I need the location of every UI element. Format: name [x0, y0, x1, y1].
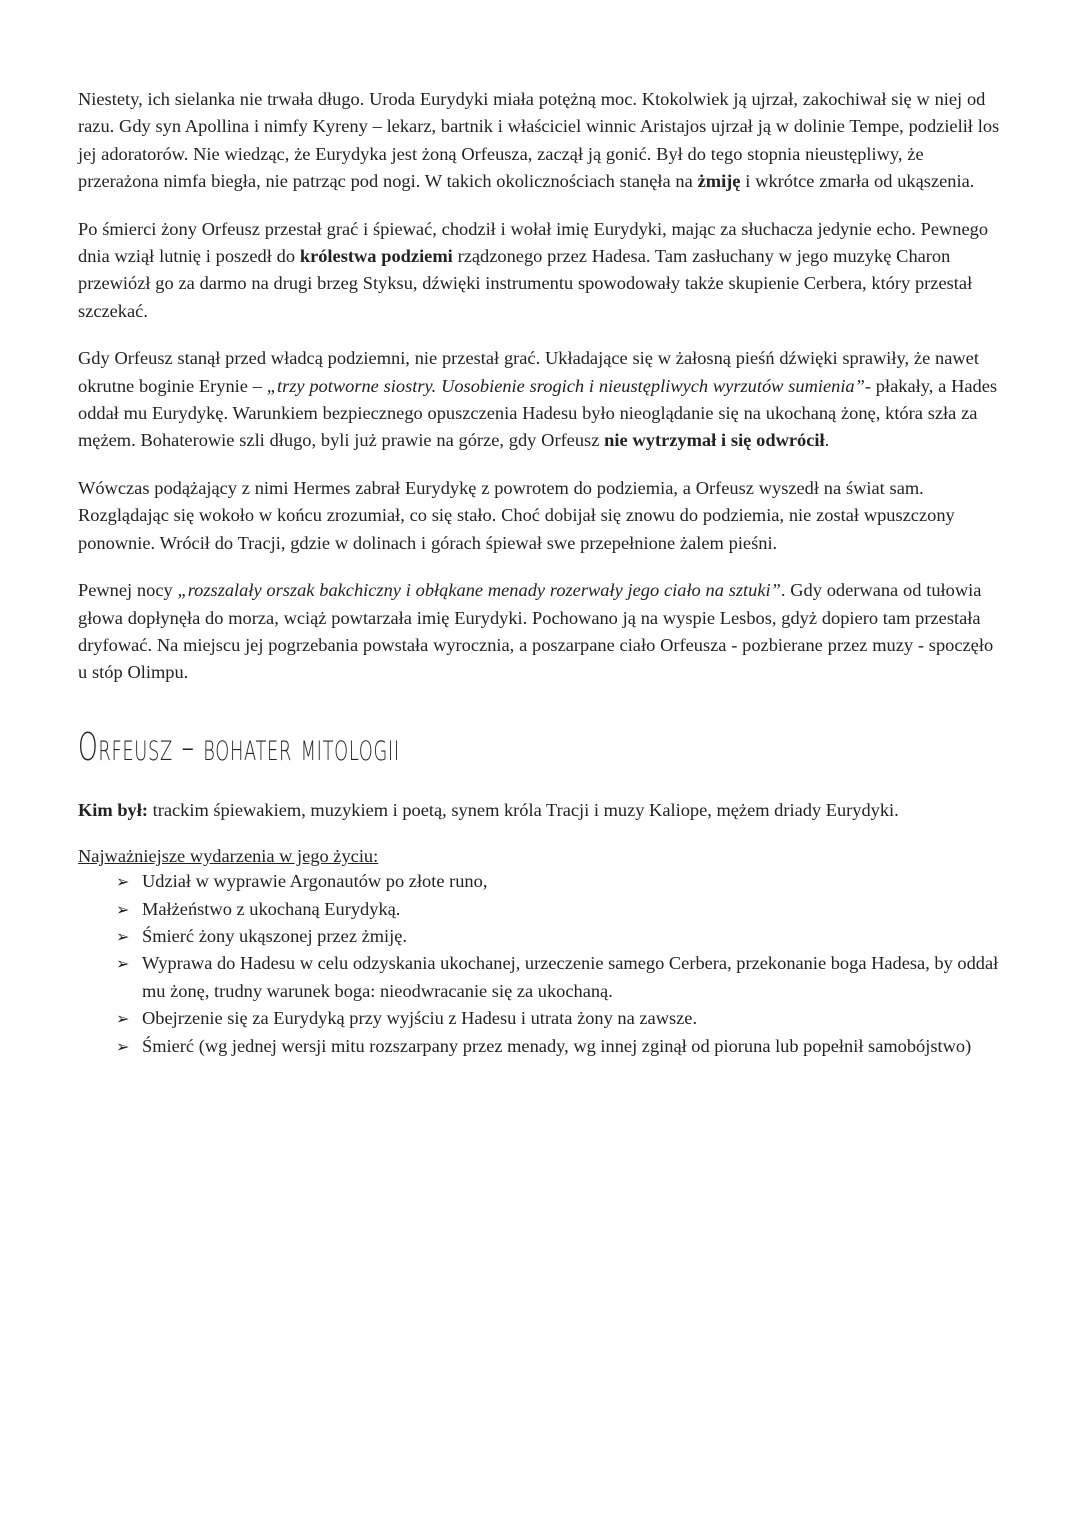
arrow-bullet-icon: ➢	[116, 926, 130, 946]
list-item	[116, 923, 1002, 950]
kim-byl-text: trackim śpiewakiem, muzykiem i poetą, synem króla Tracji i muzy Kaliope, mężem driady Eurydyki.	[148, 799, 899, 820]
paragraph-1	[78, 86, 1002, 196]
italic-quote: „rozszalały orszak bakchiczny i obłąkane menady rozerwały jego ciało na sztuki”	[177, 580, 781, 601]
list-item-text: Małżeństwo z ukochaną Eurydyką.	[142, 898, 401, 919]
paragraph-3	[78, 345, 1002, 455]
list-item	[116, 1033, 1002, 1060]
bold-run: nie wytrzymał i się odwrócił	[604, 430, 825, 451]
text-run: . Gdy oderwana od tułowia głowa dopłynęła do morza, wciąż powtarzała imię Eurydyki. Pochowano ją na wyspie Lesbos, gdyż dopiero tam przestała dryfować. Na miejscu jej pogrzebania powstała wyrocznia, a poszarpane ciało Orfeusza - pozbierane przez muzy - spoczęło u stóp Olimpu.	[78, 580, 994, 683]
text-run: Gdy Orfeusz stanął przed władcą podziemni, nie przestał grać. Układające się w żałosną pieśń dźwięki sprawiły, że nawet okrutne boginie Erynie –	[78, 348, 979, 396]
list-item	[116, 1005, 1002, 1032]
kim-byl-line	[78, 797, 1002, 824]
list-item-text: Udział w wyprawie Argonautów po złote runo,	[142, 871, 488, 892]
bold-run: żmiję	[697, 171, 741, 192]
bold-run: królestwa podziemi	[299, 246, 453, 267]
paragraph-4	[78, 475, 1002, 557]
paragraph-5	[78, 577, 1002, 687]
arrow-bullet-icon: ➢	[116, 899, 130, 919]
text-run: Po śmierci żony Orfeusz przestał grać i śpiewać, chodził i wołał imię Eurydyki, mając za słuchacza jedynie echo. Pewnego dnia wziął lutnię i poszedł do	[78, 218, 989, 267]
text-run: Pewnej nocy	[78, 580, 178, 601]
list-item-text: Śmierć (wg jednej wersji mitu rozszarpany przez menady, wg innej zginął od pioruna lub popełnił samobójstwo)	[142, 1035, 972, 1056]
text-run: i wkrótce zmarła od ukąszenia.	[740, 171, 975, 192]
arrow-bullet-icon: ➢	[116, 1009, 130, 1029]
list-item	[116, 896, 1002, 923]
paragraph-2	[78, 216, 1002, 326]
list-item	[116, 950, 1002, 1005]
kim-byl-label: Kim był:	[78, 799, 148, 820]
arrow-bullet-icon: ➢	[116, 872, 130, 892]
text-run: - płakały, a Hades oddał mu Eurydykę. Warunkiem bezpiecznego opuszczenia Hadesu było nieoglądanie się na ukochaną żonę, która szła za mężem. Bohaterowie szli długo, byli już prawie na górze, gdy Orfeusz	[78, 375, 998, 451]
events-heading: Najważniejsze wydarzenia w jego życiu:	[78, 846, 379, 867]
list-item-text: Śmierć żony ukąszonej przez żmiję.	[142, 925, 408, 946]
section-heading: Orfeusz – bohater mitologii	[78, 724, 400, 769]
text-run: .	[824, 430, 830, 451]
events-list	[78, 868, 1002, 1060]
arrow-bullet-icon: ➢	[116, 954, 130, 974]
list-item	[116, 868, 1002, 895]
text-run: Wówczas podążający z nimi Hermes zabrał Eurydykę z powrotem do podziemia, a Orfeusz wyszedł na świat sam. Rozglądając się wokoło w końcu zrozumiał, co się stało. Choć dobijał się znowu do podziemia, nie został wpuszczony ponownie. Wrócił do Tracji, gdzie w dolinach i górach śpiewał swe przepełnione żalem pieśni.	[78, 477, 955, 553]
text-run: rządzonego przez Hadesa. Tam zasłuchany w jego muzykę Charon przewiózł go za darmo na drugi brzeg Styksu, dźwięki instrumentu spowodowały także skupienie Cerbera, który przestał szczekać.	[78, 246, 973, 321]
arrow-bullet-icon: ➢	[116, 1036, 130, 1056]
text-run: Niestety, ich sielanka nie trwała długo. Uroda Eurydyki miała potężną moc. Ktokolwiek ją ujrzał, zakochiwał się w niej od razu. Gdy syn Apollina i nimfy Kyreny – lekarz, bartnik i właściciel winnic Aristajos ujrzał ją w dolinie Tempe, podzielił los jej adoratorów. Nie wiedząc, że Eurydyka jest żoną Orfeusza, zaczął ją gonić. Był do tego stopnia nieustępliwy, że przerażona nimfa biegła, nie patrząc pod nogi. W takich okolicznościach stanęła na	[78, 89, 1000, 192]
list-item-text: Obejrzenie się za Eurydyką przy wyjściu z Hadesu i utrata żony na zawsze.	[142, 1008, 698, 1029]
italic-quote: „trzy potworne siostry. Uosobienie srogich i nieustępliwych wyrzutów sumienia”	[266, 375, 865, 396]
list-item-text: Wyprawa do Hadesu w celu odzyskania ukochanej, urzeczenie samego Cerbera, przekonanie boga Hadesa, by oddał mu żonę, trudny warunek boga: nieodwracanie się za ukochaną.	[142, 953, 999, 1001]
